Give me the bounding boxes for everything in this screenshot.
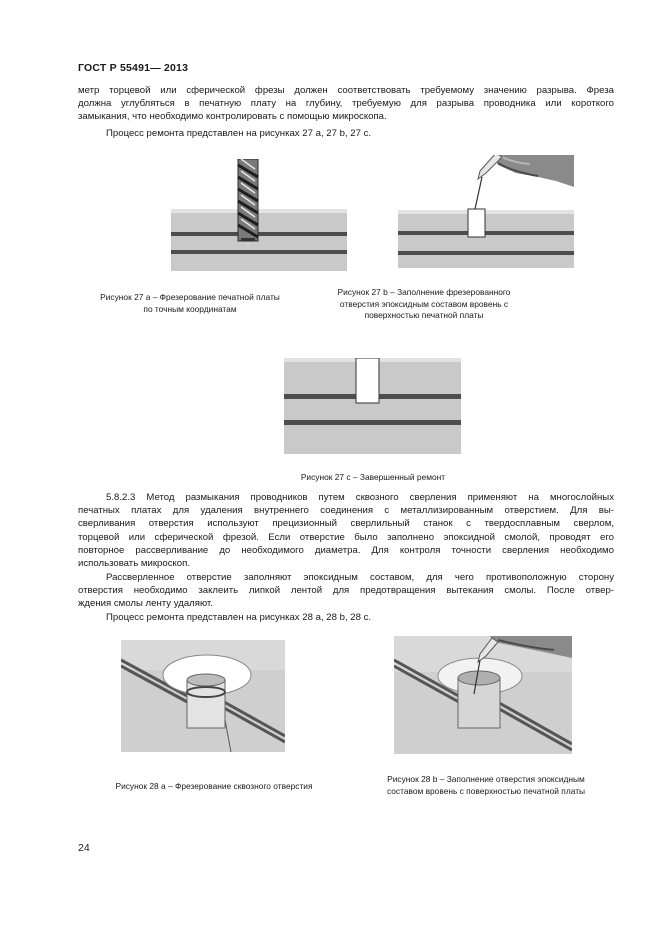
paragraph-fig28-reference: Процесс ремонта представлен на рисунках 28 а, 28 b, 28 с. [106, 612, 372, 623]
pcb-board [398, 210, 574, 268]
figure-27b-filling-illustration [398, 155, 574, 268]
inner-conductor-layer [398, 231, 574, 235]
caption-line: Рисунок 27 а – Фрезерование печатной платы [100, 292, 280, 302]
caption-line: отверстия эпоксидным составом вровень с [339, 298, 509, 309]
paragraph-milling-depth [78, 84, 614, 124]
figure-27c-caption [273, 472, 473, 484]
text-line: торцевой или сферической фрезой. Если отверстие было заполнено эпоксидной смолой, проводят его [78, 531, 614, 543]
text-line: ждения смолы ленту удаляют. [78, 598, 213, 610]
figure-27c-completed-repair [284, 358, 461, 454]
text-line: печатных платах для удаления внутреннего соединения с металлизированным отверстием. Для вы- [78, 505, 614, 517]
paragraph-fig27-reference: Процесс ремонта представлен на рисунках 27 а, 27 b, 27 с. [106, 128, 372, 139]
paragraph-epoxy-filling [78, 571, 614, 611]
caption-line: Рисунок 28 b – Заполнение отверстия эпоксидным [387, 774, 585, 784]
page-number: 24 [78, 842, 90, 854]
milled-slot [468, 209, 485, 237]
dispensing-hand [494, 155, 574, 187]
figure-27a-milling-illustration [171, 159, 347, 271]
text-line: метр торцевой или сферической фрезы должен соответствовать требуемому значению разрыва. Фреза [78, 85, 614, 96]
inner-conductor-layer [284, 420, 461, 425]
text-line: должна углубляться в печатную плату на глубину, требуемую для разрыва проводника или короткого [78, 98, 614, 110]
text-line: 5.8.2.3 Метод размыкания проводников путем сквозного сверления применяют на многослойных [106, 492, 614, 503]
pcb-board [171, 209, 347, 271]
filled-slot [356, 358, 379, 403]
pcb-surface [171, 209, 347, 213]
inner-conductor-layer [171, 250, 347, 254]
text-line: сверливания отверстия используют прецизионный сверлильный станок с твердосплавным сверлом, [78, 518, 614, 530]
paragraph-through-drilling [78, 491, 614, 570]
pcb-surface [398, 210, 574, 214]
figure-27b-caption [310, 287, 538, 322]
caption-line: Рисунок 27 b – Заполнение фрезерованного [337, 287, 511, 297]
document-header: ГОСТ Р 55491— 2013 [78, 62, 189, 74]
text-line: использовать микроскоп. [78, 558, 190, 570]
figure-28b-hole-epoxy-filling [394, 636, 572, 754]
figure-28a-caption [88, 781, 340, 793]
text-line: замыкания, что необходимо контролировать с помощью микроскопа. [78, 111, 387, 123]
caption-line: по точным координатам [143, 303, 237, 314]
caption-line: поверхностью печатной платы [364, 310, 484, 320]
text-line: отверстия необходимо заклеить липкой лентой для предотвращения вытекания смолы. После отвер- [78, 585, 614, 597]
milling-cutter [238, 159, 258, 241]
inner-conductor-layer [398, 251, 574, 255]
text-line: повторное рассверливание до необходимого диаметра. Для контроля точности сверления необходимо [78, 544, 614, 556]
caption-line: составом вровень с поверхностью печатной платы [386, 785, 586, 796]
figure-28a-through-hole-milling [121, 640, 285, 752]
caption-line: Рисунок 27 с – Завершенный ремонт [300, 472, 446, 482]
figure-27a-caption [90, 292, 290, 315]
inner-conductor-layer [171, 232, 347, 236]
caption-line: Рисунок 28 а – Фрезерование сквозного отверстия [115, 781, 313, 791]
figure-28b-caption [363, 774, 609, 797]
text-line: Рассверленное отверстие заполняют эпоксидным составом, для чего противоположную сторону [106, 572, 614, 583]
